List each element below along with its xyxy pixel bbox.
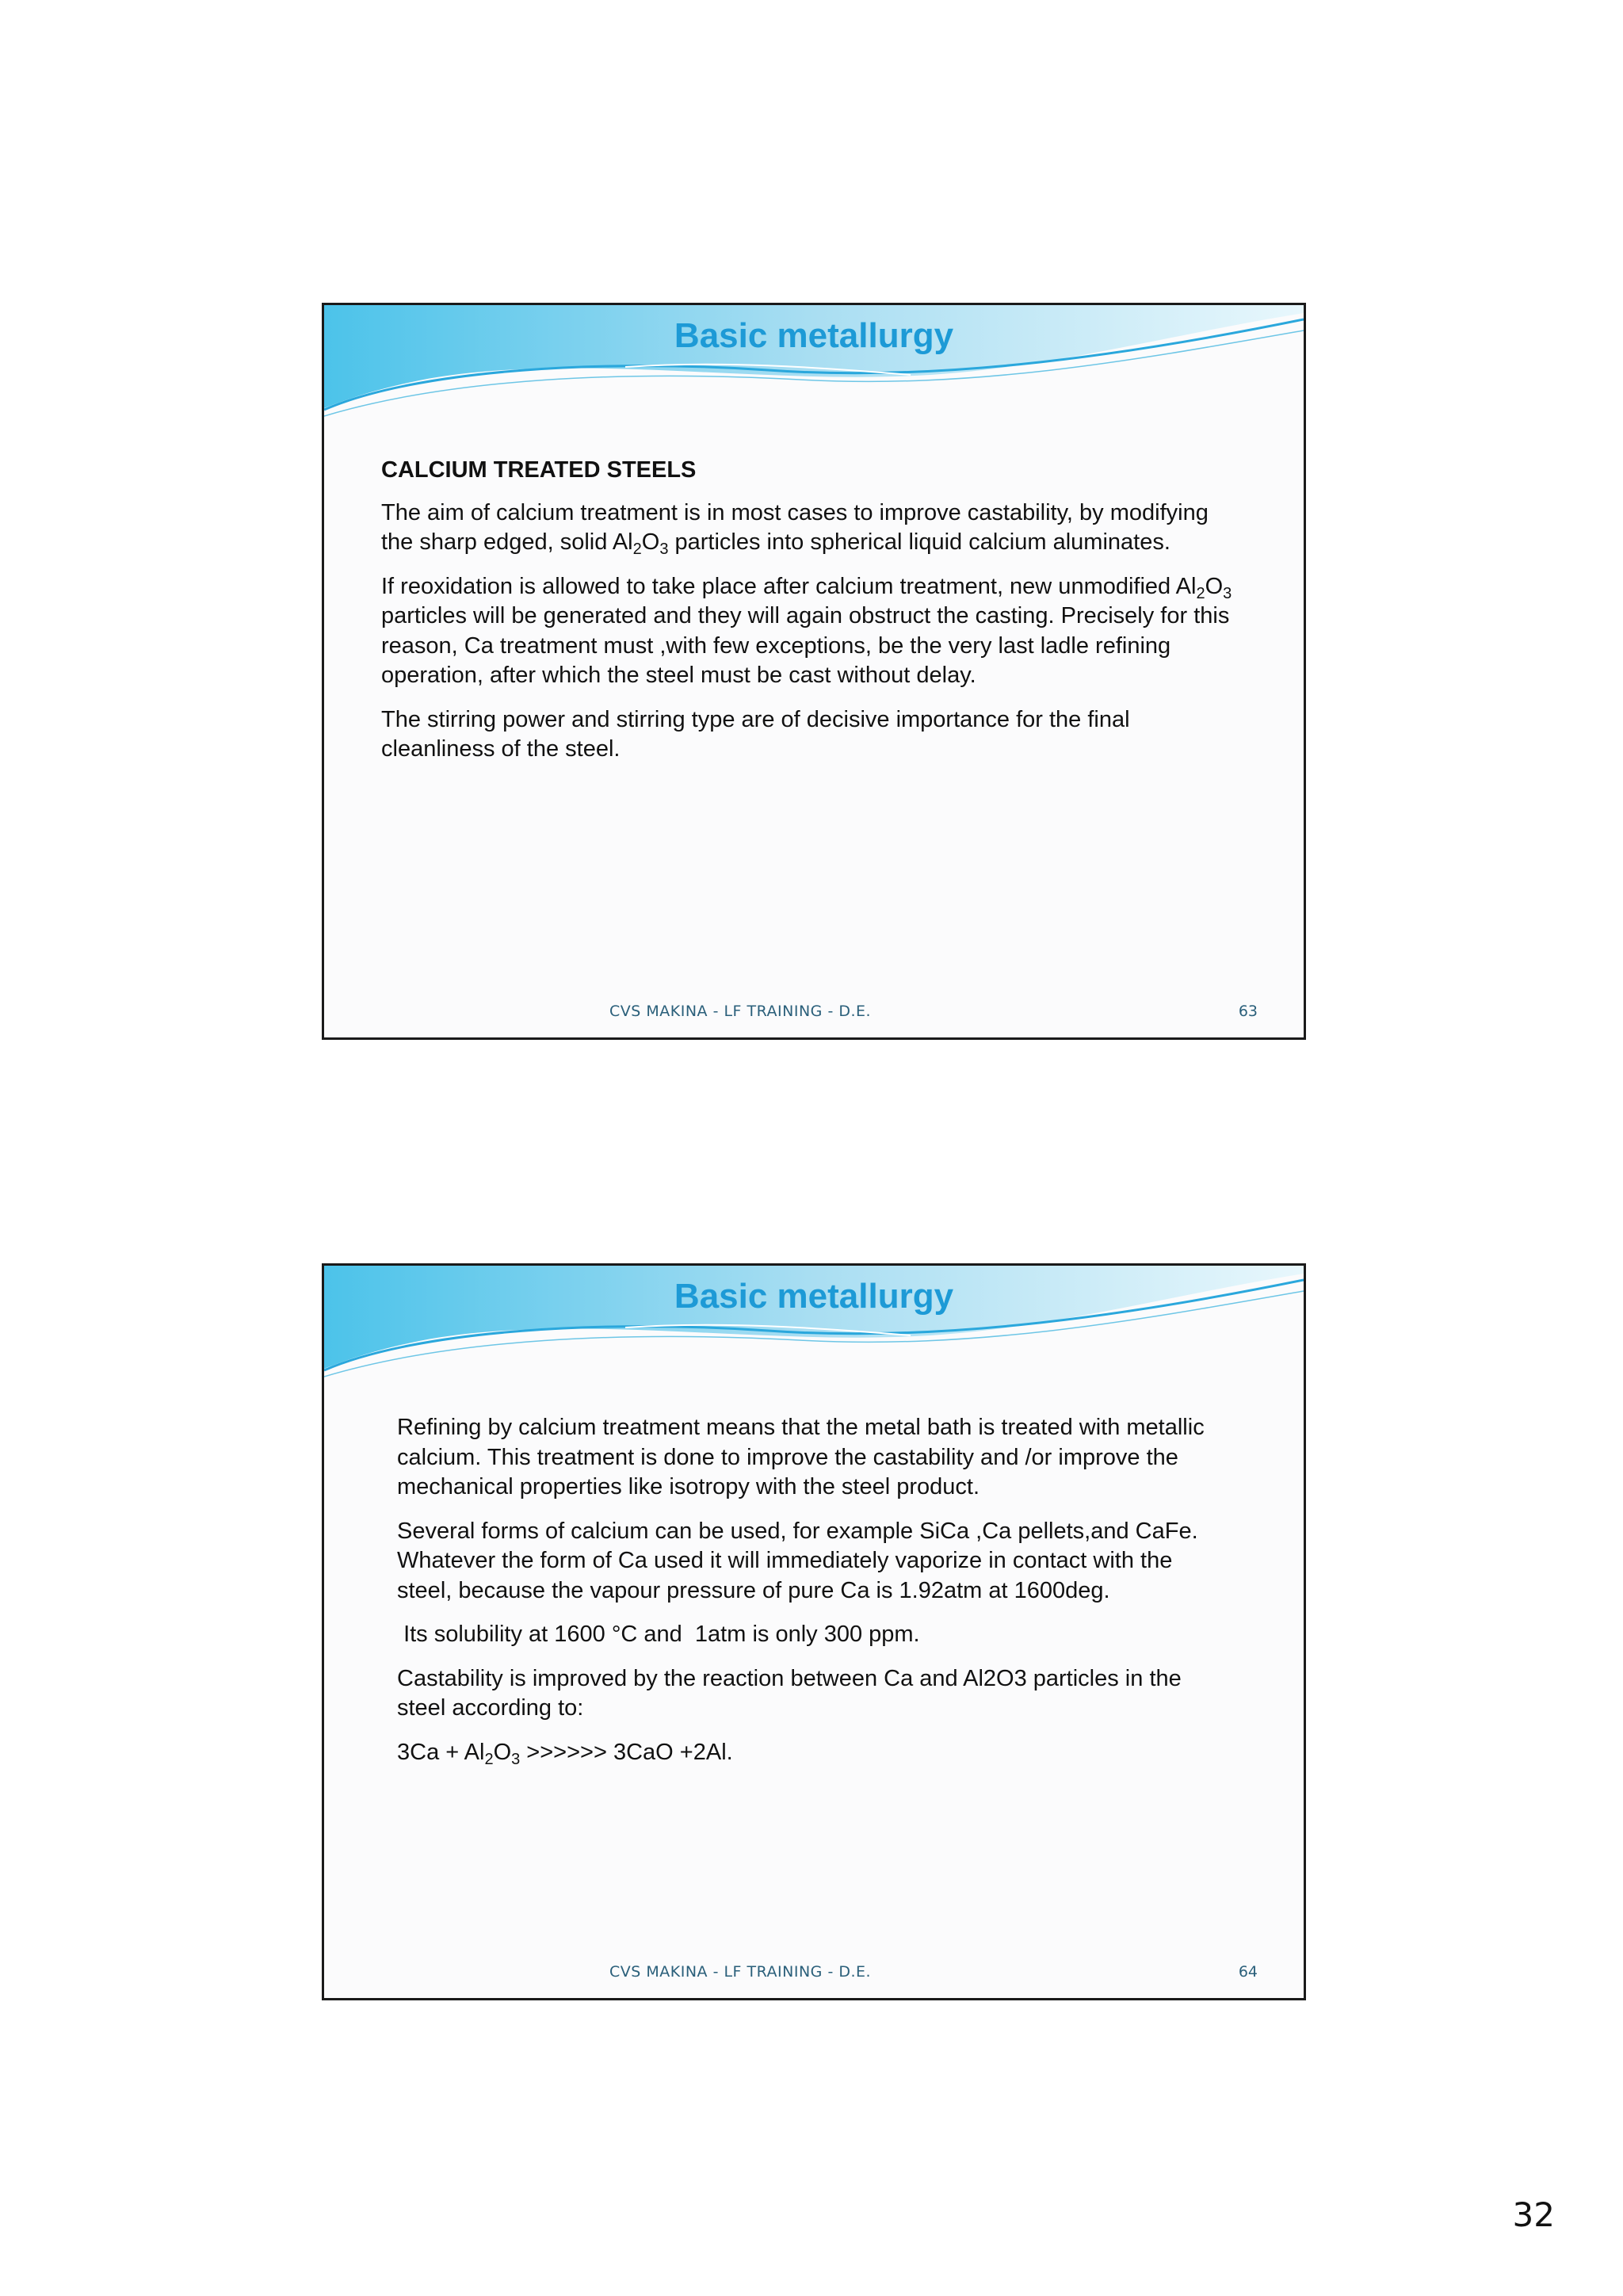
slide-title: Basic metallurgy <box>674 316 954 355</box>
slide-body <box>397 1413 1232 1782</box>
paragraph: The aim of calcium treatment is in most cases to improve castability, by modifying the sharp edged, solid $Al_2O_3$ particles into spherical liquid calcium aluminates. <box>381 499 1209 558</box>
slide-title: Basic metallurgy <box>674 1277 954 1316</box>
paragraph: Several forms of calcium can be used, for example SiCa ,Ca pellets,and CaFe. Whatever the form of Ca used it will immediately vaporize in contact with the steel, because the vapour pressure of pure Ca is 1.92atm at 1600deg. <box>397 1518 1198 1603</box>
slide-body <box>381 456 1232 779</box>
reaction-equation: $3Ca + Al_2O_3$ >>>>>> 3CaO +2Al. <box>397 1739 733 1768</box>
section-heading: CALCIUM TREATED STEELS <box>381 457 697 483</box>
slide-64 <box>322 1263 1306 2000</box>
paragraph: The stirring power and stirring type are of decisive importance for the final cleanliness of the steel. <box>381 706 1130 762</box>
page-number: 32 <box>1512 2195 1555 2234</box>
slide-63 <box>322 303 1306 1040</box>
footer-text: CVS MAKINA - LF TRAINING - D.E. <box>609 1963 872 1981</box>
paragraph: If reoxidation is allowed to take place after calcium treatment, new unmodified $Al_2O_3$ particles will be generated and they will again obstruct the casting. Precisely for this reason, Ca treatment must ,with few exceptions, be the very last ladle refining operation, after which the steel must be cast without delay. <box>381 573 1232 688</box>
slide-number: 63 <box>1238 1003 1258 1020</box>
footer-text: CVS MAKINA - LF TRAINING - D.E. <box>609 1003 872 1020</box>
slide-number: 64 <box>1238 1963 1258 1981</box>
paragraph: Refining by calcium treatment means that the metal bath is treated with metallic calcium. This treatment is done to improve the castability and /or improve the mechanical properties like isotropy with the steel product. <box>397 1415 1205 1499</box>
paragraph: Castability is improved by the reaction between Ca and Al2O3 particles in the steel according to: <box>397 1665 1182 1721</box>
paragraph: Its solubility at 1600 °C and 1atm is only 300 ppm. <box>397 1622 920 1647</box>
